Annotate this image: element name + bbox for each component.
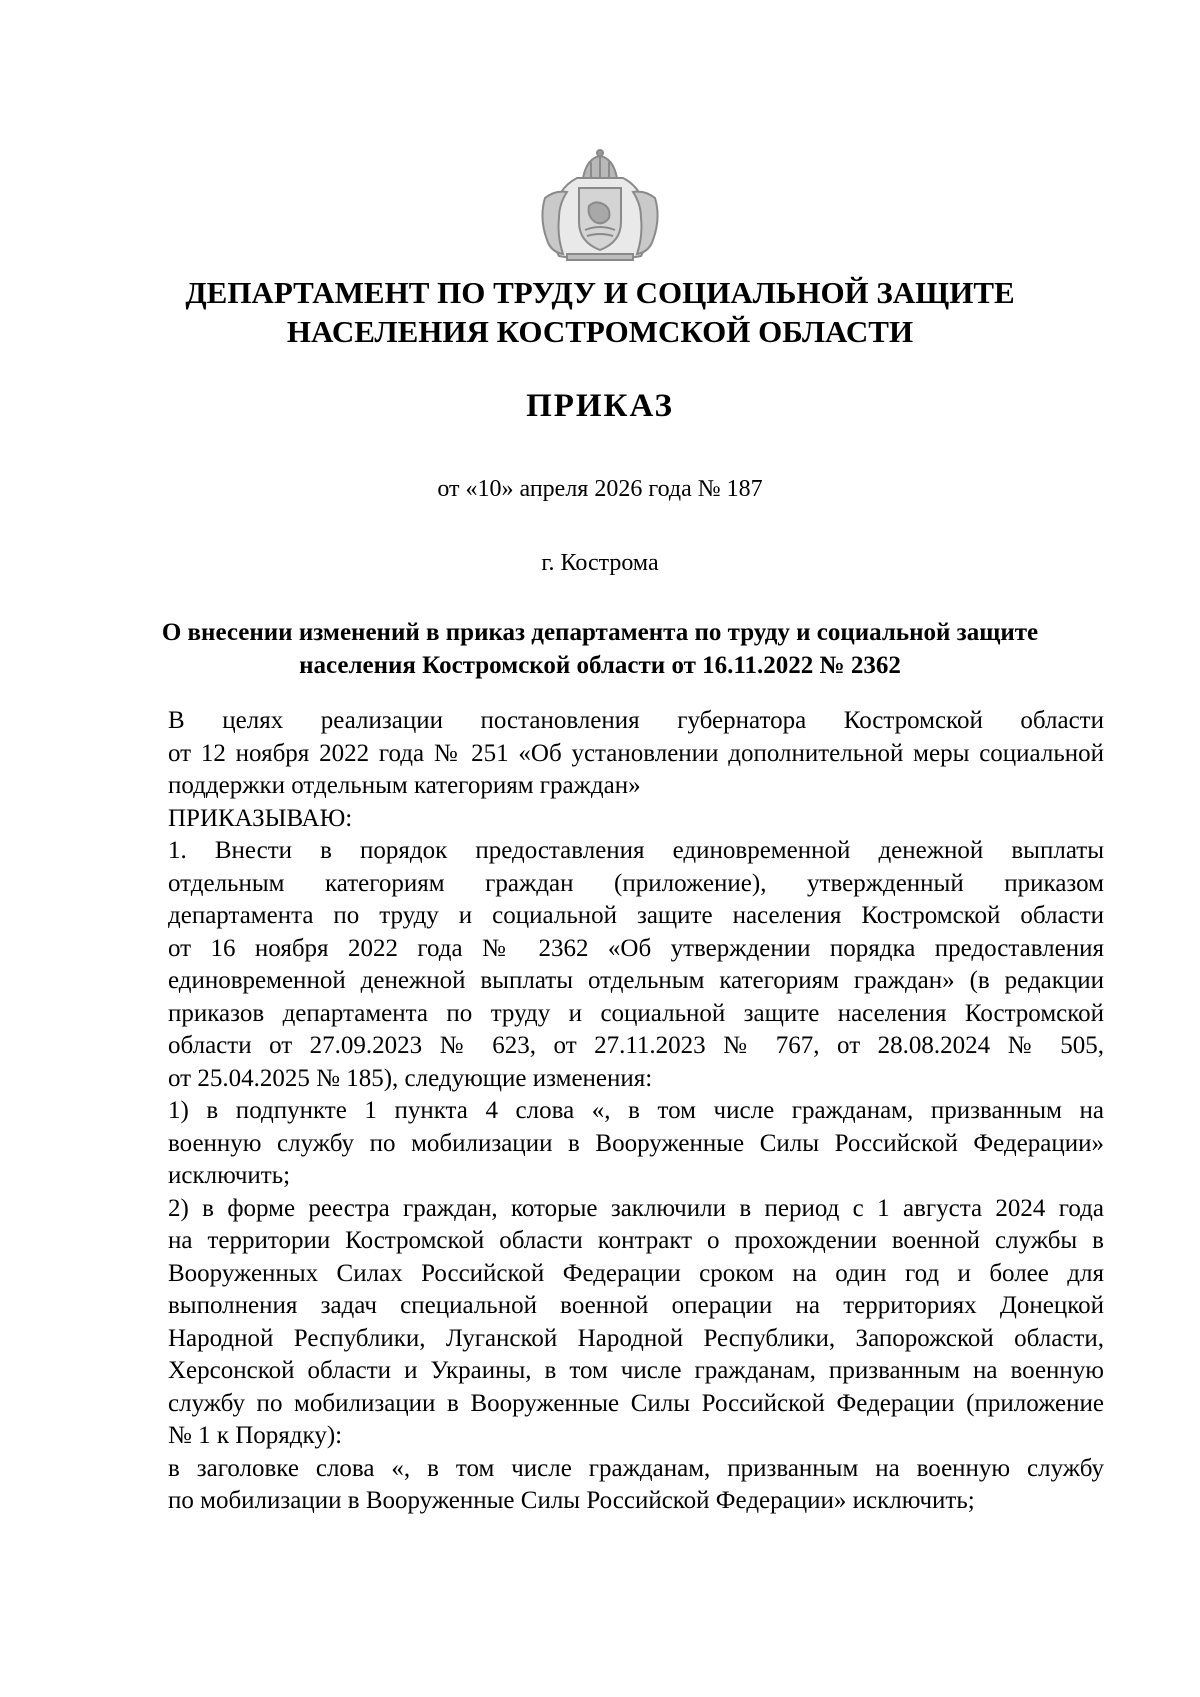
order-subject <box>100 616 1100 682</box>
text-line: Народной Республики, Луганской Народной Республики, Запорожской области, <box>168 1324 1104 1352</box>
text-line: 1) в подпункте 1 пункта 4 слова «, в том числе гражданам, призванным на <box>168 1097 1104 1124</box>
text-line: исключить; <box>168 1162 291 1189</box>
text-line: от 16 ноября 2022 года № 2362 «Об утверждении порядка предоставления <box>168 934 1104 962</box>
text-line: Вооруженных Силах Российской Федерации сроком на один год и более для <box>168 1259 1104 1287</box>
text-line: от 12 ноября 2022 года № 251 «Об установлении дополнительной меры социальной <box>168 739 1104 767</box>
text-line: департамента по труду и социальной защите населения Костромской области <box>168 902 1104 929</box>
text-line: единовременной денежной выплаты отдельным категориям граждан» (в редакции <box>168 967 1104 994</box>
department-name <box>100 273 1100 351</box>
text-line: от 25.04.2025 № 185), следующие изменения: <box>168 1064 653 1092</box>
text-line: выполнения задач специальной военной операции на территориях Донецкой <box>168 1292 1104 1319</box>
subclause-1-paragraph <box>98 1095 1104 1193</box>
text-line: отдельным категориям граждан (приложение), утвержденный приказом <box>168 869 1104 897</box>
coat-of-arms-emblem <box>537 148 663 264</box>
text-line: области от 27.09.2023 № 623, от 27.11.2023 № 767, от 28.08.2024 № 505, <box>168 1032 1104 1059</box>
order-subject-line-1: О внесении изменений в приказ департамента по труду и социальной защите <box>161 619 1039 646</box>
order-directive <box>98 803 1104 836</box>
order-date-number: от «10» апреля 2026 года № 187 <box>437 476 763 502</box>
department-name-line-1: ДЕПАРТАМЕНТ ПО ТРУДУ И СОЦИАЛЬНОЙ ЗАЩИТЕ <box>185 275 1015 310</box>
heading-amendment-paragraph <box>98 1453 1104 1518</box>
text-line: службу по мобилизации в Вооруженные Силы Российской Федерации (приложение <box>168 1389 1104 1417</box>
clause-1-paragraph <box>98 835 1104 1095</box>
text-line: поддержки отдельным категориям граждан» <box>168 772 641 799</box>
text-line: В целях реализации постановления губернатора Костромской области <box>168 707 1104 734</box>
text-line: ПРИКАЗЫВАЮ: <box>168 804 353 832</box>
text-line: приказов департамента по труду и социальной защите населения Костромской <box>168 999 1104 1027</box>
text-line: № 1 к Порядку): <box>168 1422 343 1449</box>
text-line: 1. Внести в порядок предоставления единовременной денежной выплаты <box>168 837 1104 864</box>
order-subject-line-2: населения Костромской области от 16.11.2022 № 2362 <box>299 652 901 679</box>
text-line: военную службу по мобилизации в Вооруженные Силы Российской Федерации» <box>168 1129 1104 1157</box>
order-body <box>98 705 1104 1518</box>
preamble-paragraph <box>98 705 1104 803</box>
subclause-2-paragraph <box>98 1193 1104 1453</box>
document-type-title: ПРИКАЗ <box>526 388 674 424</box>
place-of-issue: г. Кострома <box>541 550 659 576</box>
text-line: по мобилизации в Вооруженные Силы Российской Федерации» исключить; <box>168 1487 975 1514</box>
department-name-line-2: НАСЕЛЕНИЯ КОСТРОМСКОЙ ОБЛАСТИ <box>286 314 914 349</box>
text-line: Херсонской области и Украины, в том числе гражданам, призванным на военную <box>168 1357 1104 1384</box>
text-line: на территории Костромской области контракт о прохождении военной службы в <box>168 1227 1104 1254</box>
text-line: 2) в форме реестра граждан, которые заключили в период с 1 августа 2024 года <box>168 1194 1104 1222</box>
text-line: в заголовке слова «, в том числе гражданам, призванным на военную службу <box>168 1454 1104 1482</box>
